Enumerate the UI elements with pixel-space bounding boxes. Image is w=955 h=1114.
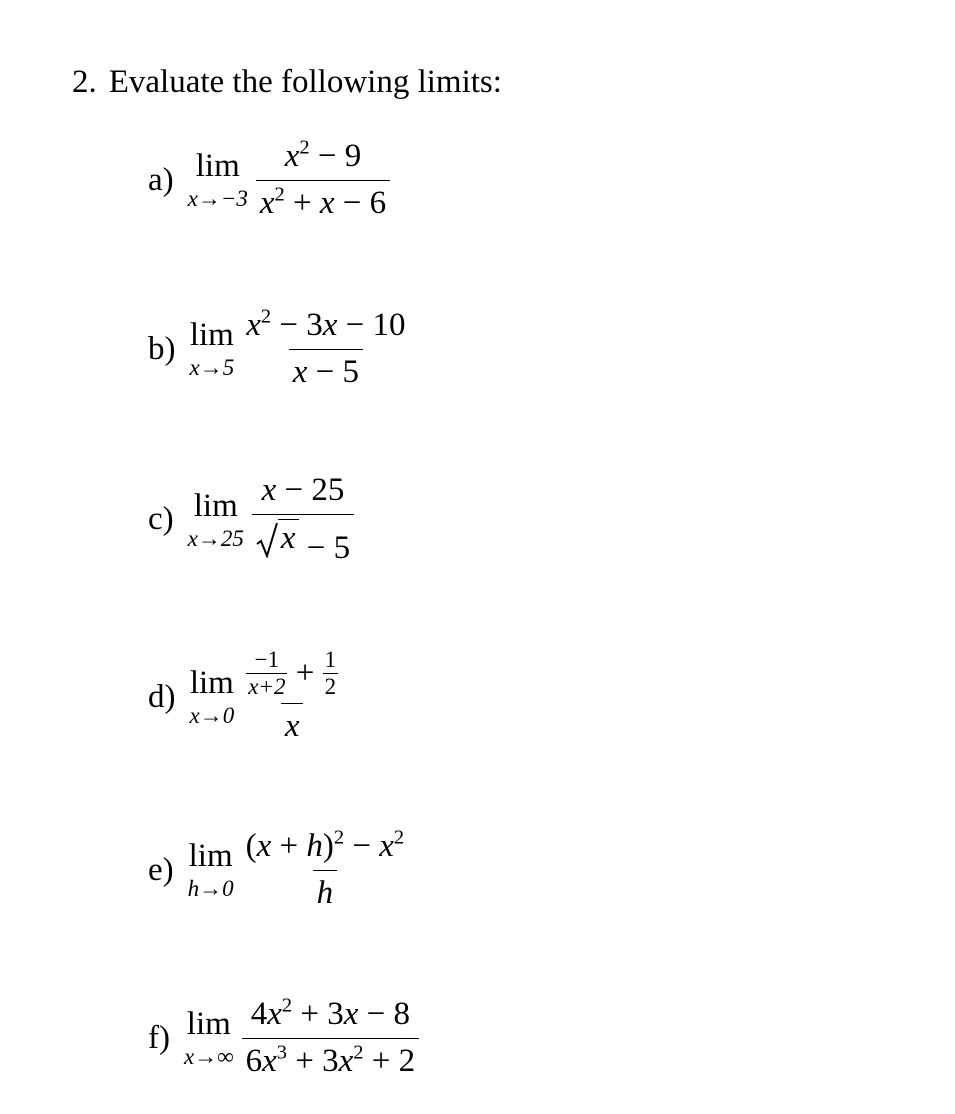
problem-label: f) xyxy=(148,1019,170,1056)
fraction xyxy=(256,138,390,223)
problem-d xyxy=(148,648,342,746)
fraction xyxy=(242,996,420,1081)
inner-fraction: $\frac{-1}{x+2}$ xyxy=(248,647,286,700)
fraction xyxy=(252,472,354,568)
problem-b xyxy=(148,307,410,392)
problem-label: c) xyxy=(148,501,174,538)
numerator: $(x + h)^2 - x^2$ xyxy=(245,826,405,864)
limit-operator: lim x→−3 xyxy=(187,148,248,212)
limit-operator: lim h→0 xyxy=(187,838,234,902)
fraction xyxy=(242,307,409,392)
denominator: x − 5 xyxy=(289,349,363,392)
limit-operator: lim x→25 xyxy=(187,487,244,551)
radical-sign-icon xyxy=(256,522,278,558)
limit-operator: lim x→∞ xyxy=(183,1006,234,1070)
fraction xyxy=(242,828,409,913)
exercise-heading xyxy=(72,64,502,101)
fraction xyxy=(242,648,342,746)
denominator: h xyxy=(313,870,338,913)
numerator: $4x^2 + 3x - 8$ xyxy=(250,994,410,1032)
limit-approach: x→0 xyxy=(189,703,235,729)
numerator: $\frac{-1}{x+2}$ + $\frac{1}{2}$ xyxy=(248,647,337,700)
limit-operator: lim x→5 xyxy=(189,317,235,381)
denominator: x − 5 xyxy=(252,514,354,568)
exercise-number: 2. xyxy=(72,64,97,100)
numerator: x − 25 xyxy=(261,472,345,508)
problem-label: e) xyxy=(148,851,174,888)
denominator: $6x^3 + 3x^2 + 2$ xyxy=(242,1038,420,1081)
problem-f xyxy=(148,996,419,1081)
denominator: $x^2 + x - 6$ xyxy=(256,180,390,223)
problem-label: d) xyxy=(148,678,176,715)
numerator: $x^2 - 3x - 10$ xyxy=(246,305,406,343)
problem-e xyxy=(148,828,408,913)
limit-approach: h→0 xyxy=(187,876,234,902)
limit-approach: x→5 xyxy=(189,355,235,381)
limit-approach: x→25 xyxy=(187,525,244,551)
limit-approach: x→−3 xyxy=(187,186,248,212)
limit-approach: x→∞ xyxy=(183,1044,234,1070)
problem-label: b) xyxy=(148,330,176,367)
problem-label: a) xyxy=(148,161,174,198)
problem-a xyxy=(148,138,390,223)
limit-operator: lim x→0 xyxy=(189,665,235,729)
numerator: $x^2 - 9$ xyxy=(284,136,362,174)
square-root: x xyxy=(256,519,299,558)
denominator: x xyxy=(281,703,304,746)
inner-fraction: $\frac{1}{2}$ xyxy=(324,647,337,700)
exercise-title: Evaluate the following limits: xyxy=(108,64,502,100)
problem-c xyxy=(148,472,354,568)
